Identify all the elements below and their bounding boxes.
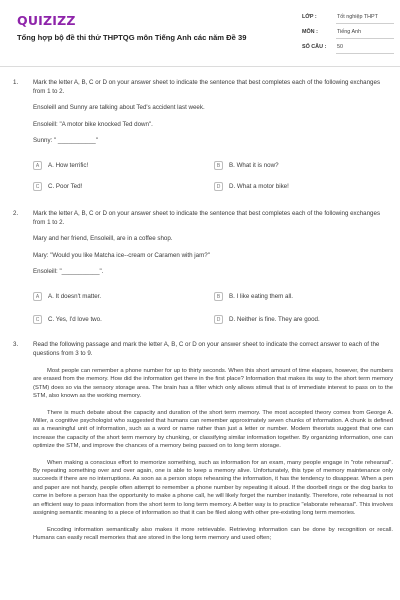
option-text: A. How terrific!: [48, 162, 89, 169]
option-letter: B: [214, 161, 223, 170]
question-instruction: Mark the letter A, B, C or D on your answer sheet to indicate the sentence that best completes each of the following exchanges from 1 to 2.: [33, 79, 381, 95]
dialogue-line: Sunny: " ___________": [33, 137, 98, 145]
meta-panel: [302, 14, 394, 59]
reading-passage: [33, 367, 393, 550]
page-title: Tổng hợp bộ đề thi thử THPTQG môn Tiếng Anh các năm Đề 39: [17, 33, 247, 42]
meta-underline: [336, 53, 394, 54]
option-letter: A: [33, 292, 42, 301]
page-header: [0, 0, 400, 62]
option-letter: C: [33, 315, 42, 324]
passage-paragraph: Most people can remember a phone number for up to thirty seconds. When this short amount of time elapses, however, the numbers are erased from the memory. How did the information get there in the first place? Information that makes its way to the short term memory (STM) does so via the sensory storage area. The brain has a filter which only allows stimuli that is of immediate interest to pass on to the STM, also known as the working memory.: [33, 368, 393, 400]
question-number: 3.: [13, 341, 19, 348]
header-divider: [0, 66, 400, 67]
option-text: A. It doesn't matter.: [48, 293, 102, 300]
meta-label: LỚP :: [302, 14, 317, 20]
meta-row-class: [302, 14, 394, 29]
option-letter: B: [214, 292, 223, 301]
option-text: C. Yes, I'd love two.: [48, 316, 102, 323]
option-letter: C: [33, 182, 42, 191]
question-number: 1.: [13, 79, 19, 86]
meta-row-count: [302, 44, 394, 59]
option-letter: D: [214, 315, 223, 324]
meta-value: 50: [337, 44, 343, 50]
passage-paragraph: Encoding information semantically also makes it more retrievable. Retrieving information can be done by recognition or recall. Humans can easily recall memories that are stored in the long term memory and used often;: [33, 526, 393, 541]
meta-value: Tốt nghiệp THPT: [337, 14, 378, 20]
quizizz-logo: QUIZIZZ: [17, 13, 76, 28]
dialogue-line: Ensoleill: "___________".: [33, 268, 104, 276]
meta-underline: [336, 23, 394, 24]
question-instruction: Read the following passage and mark the letter A, B, C or D on your answer sheet to indicate the correct answer to each of the questions from 3 to 9.: [33, 341, 380, 357]
option-text: B. I like eating them all.: [229, 293, 293, 300]
meta-row-subject: [302, 29, 394, 44]
passage-paragraph: When making a conscious effort to memorize something, such as information for an exam, many people engage in "rote rehearsal". By repeating something over and over again, one is able to keep a memory alive. Unfortunately, this type of memory maintenance only succeeds if there are no interruptions. As soon as a person stops rehearsing the information, it has the tendency to disappear. When a pen and paper are not handy, people often attempt to remember a phone number by repeating it aloud. If the doorbell rings or the dog barks to come in before a person has the opportunity to make a phone call, he will likely forget the number instantly. Therefore, rote rehearsal is not an efficient way to pass information from the short term to long term memory. A better way is to practice "elaborate rehearsal". This involves assigning semantic meaning to a piece of information so that it can be filed along with other pre-existing long term memories.: [33, 459, 393, 517]
option-text: C. Poor Ted!: [48, 183, 83, 190]
option-text: B. What it is now?: [229, 162, 279, 169]
passage-paragraph: There is much debate about the capacity and duration of the short term memory. The most accepted theory comes from George A. Miller, a cognitive psychologist who suggested that humans can remember approximately seven chunks of information. A chunk is defined as a meaningful unit of information, such as a word or name rather than just a letter or number. Modern theorists suggest that one can increase the capacity of the short term memory by chunking, or classifying similar information together. By organizing information, one can optimize the STM, and improve the chances of a memory being passed on to long term storage.: [33, 409, 393, 450]
meta-label: MÔN :: [302, 29, 318, 35]
option-letter: A: [33, 161, 42, 170]
meta-underline: [336, 38, 394, 39]
dialogue-line: Ensoleill: "A motor bike knocked Ted down".: [33, 120, 153, 128]
option-text: D. What a motor bike!: [229, 183, 289, 190]
meta-value: Tiếng Anh: [337, 29, 362, 35]
question-instruction: Mark the letter A, B, C or D on your answer sheet to indicate the sentence that best completes each of the following exchanges from 1 to 2.: [33, 210, 381, 226]
option-text: D. Neither is fine. They are good.: [229, 316, 320, 323]
question-number: 2.: [13, 210, 19, 217]
dialogue-line: Mary: "Would you like Matcha ice--cream or Caramen with jam?": [33, 251, 210, 259]
question-context: Mary and her friend, Ensoleill, are in a coffee shop.: [33, 235, 173, 243]
meta-label: SỐ CÂU :: [302, 44, 327, 50]
option-letter: D: [214, 182, 223, 191]
question-context: Ensoleill and Sunny are talking about Ted's accident last week.: [33, 104, 205, 112]
